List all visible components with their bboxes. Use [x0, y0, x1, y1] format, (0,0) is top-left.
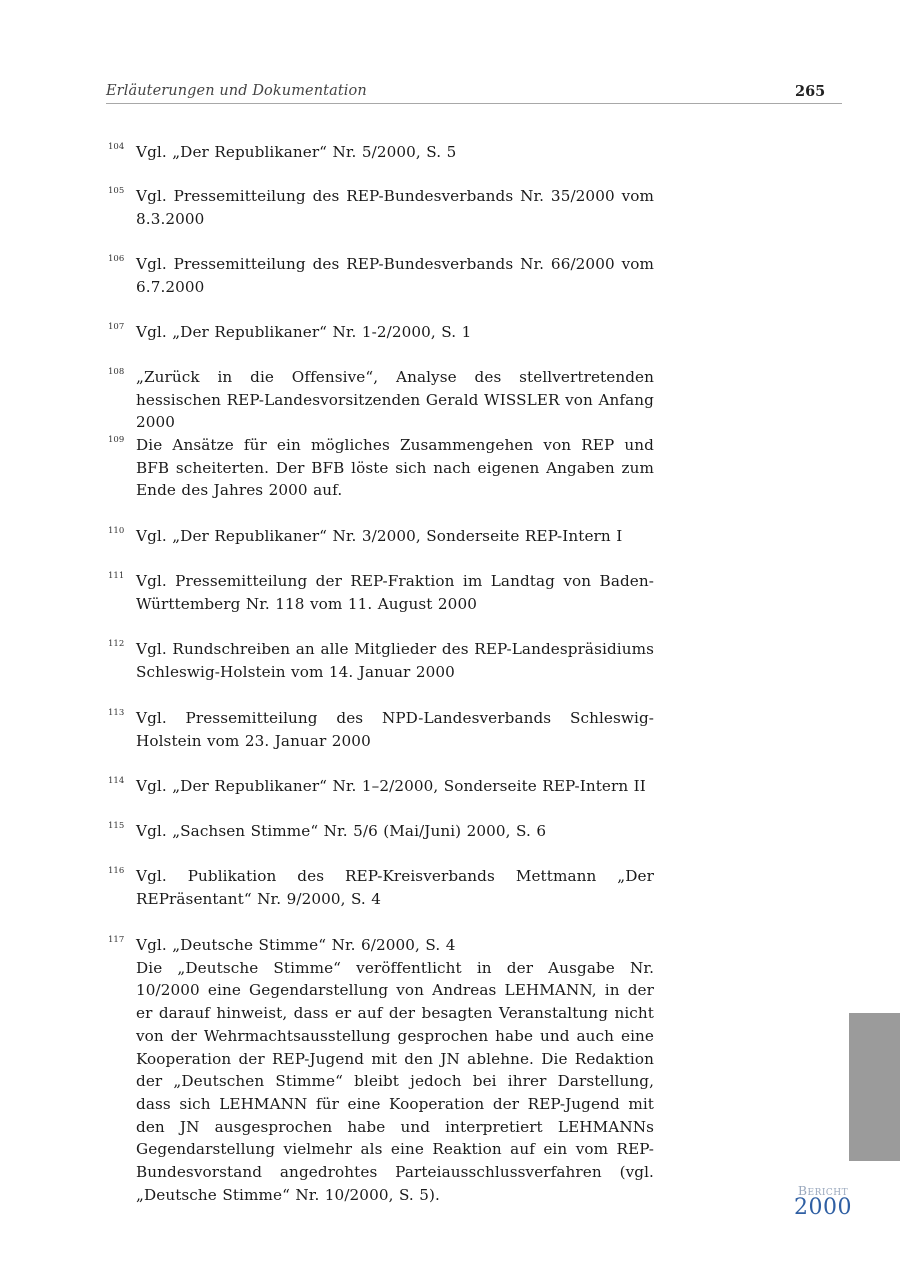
footnote-text: Vgl. „Der Republikaner“ Nr. 3/2000, Sonderseite REP-Intern I [136, 527, 623, 545]
footnote-110 [106, 525, 654, 548]
footnote-text: Die Ansätze für ein mögliches Zusammengehen von REP und BFB scheiterten. Der BFB löste sich nach eigenen Angaben zum Ende des Jahres 2000 auf. [136, 436, 654, 500]
footnote-number: 107 [108, 322, 125, 332]
footnote-number: 110 [108, 526, 125, 536]
footnote-117 [106, 934, 654, 1206]
footnote-text: Vgl. Pressemitteilung des REP-Bundesverbands Nr. 66/2000 vom 6.7.2000 [136, 255, 654, 296]
footnote-number: 114 [108, 776, 125, 786]
footnote-number: 116 [108, 866, 125, 876]
footnote-number: 112 [108, 639, 125, 649]
footnote-text: Vgl. „Sachsen Stimme“ Nr. 5/6 (Mai/Juni) 2000, S. 6 [136, 822, 547, 840]
footnote-text: Vgl. „Der Republikaner“ Nr. 1-2/2000, S. 1 [136, 323, 472, 341]
footnote-number: 109 [108, 435, 125, 445]
header-divider [106, 103, 842, 104]
footnote-text: Vgl. Rundschreiben an alle Mitglieder des REP-Landespräsidiums Schleswig-Holstein vom 14. Januar 2000 [136, 640, 654, 681]
footnote-116 [106, 865, 654, 910]
footnote-number: 108 [108, 367, 125, 377]
bericht-logo-word: Bericht [797, 1183, 849, 1198]
footnote-text: Vgl. „Der Republikaner“ Nr. 5/2000, S. 5 [136, 143, 457, 161]
footnote-109 [106, 434, 654, 502]
footnote-number: 117 [108, 935, 125, 945]
footnote-text: Vgl. Pressemitteilung des REP-Bundesverbands Nr. 35/2000 vom 8.3.2000 [136, 187, 654, 228]
footnote-105 [106, 185, 654, 230]
footnote-number: 104 [108, 142, 125, 152]
chapter-thumb-tab [849, 1013, 900, 1161]
footnote-text: Vgl. Pressemitteilung des NPD-Landesverbands Schleswig-Holstein vom 23. Januar 2000 [136, 709, 654, 750]
footnote-text: Vgl. „Deutsche Stimme“ Nr. 6/2000, S. 4 [136, 936, 456, 954]
footnote-text: Vgl. Pressemitteilung der REP-Fraktion im Landtag von Baden-Württemberg Nr. 118 vom 11. August 2000 [136, 572, 654, 613]
running-header-title: Erläuterungen und Dokumentation [106, 83, 367, 99]
bericht-logo-year: 2000 [794, 1195, 852, 1220]
footnote-113 [106, 707, 654, 752]
footnote-text-continued: Die „Deutsche Stimme“ veröffentlicht in der Ausgabe Nr. 10/2000 eine Gegendarstellung von Andreas LEHMANN, in der er darauf hinweist, dass er auf der besagten Veranstaltung nicht von der Wehrmachtsausstellung gesprochen habe und auch eine Kooperation der REP-Jugend mit den JN ablehne. Die Redaktion der „Deutschen Stimme“ bleibt jedoch bei ihrer Darstellung, dass sich LEHMANN für eine Kooperation der REP-Jugend mit den JN ausgesprochen habe und interpretiert LEHMANNs Gegendarstellung vielmehr als eine Reaktion auf ein vom REP-Bundesvorstand angedrohtes Parteiausschlussverfahren (vgl. „Deutsche Stimme“ Nr. 10/2000, S. 5). [136, 958, 654, 1204]
page-number: 265 [795, 83, 826, 100]
footnote-text: „Zurück in die Offensive“, Analyse des stellvertretenden hessischen REP-Landesvorsitzenden Gerald WISSLER von Anfang 2000 [136, 368, 654, 432]
footnote-108 [106, 366, 654, 434]
footnote-number: 113 [108, 708, 125, 718]
footnote-number: 111 [108, 571, 125, 581]
footnote-number: 106 [108, 254, 125, 264]
footnote-107 [106, 321, 654, 344]
footnote-114 [106, 775, 654, 798]
footnote-text: Vgl. Publikation des REP-Kreisverbands Mettmann „Der REPräsentant“ Nr. 9/2000, S. 4 [136, 867, 654, 908]
footnote-112 [106, 638, 654, 683]
footnote-104 [106, 141, 654, 164]
footnote-115 [106, 820, 654, 843]
footnote-number: 115 [108, 821, 125, 831]
footnote-106 [106, 253, 654, 298]
footnote-111 [106, 570, 654, 615]
footnote-number: 105 [108, 186, 125, 196]
footnote-text: Vgl. „Der Republikaner“ Nr. 1–2/2000, Sonderseite REP-Intern II [136, 777, 646, 795]
